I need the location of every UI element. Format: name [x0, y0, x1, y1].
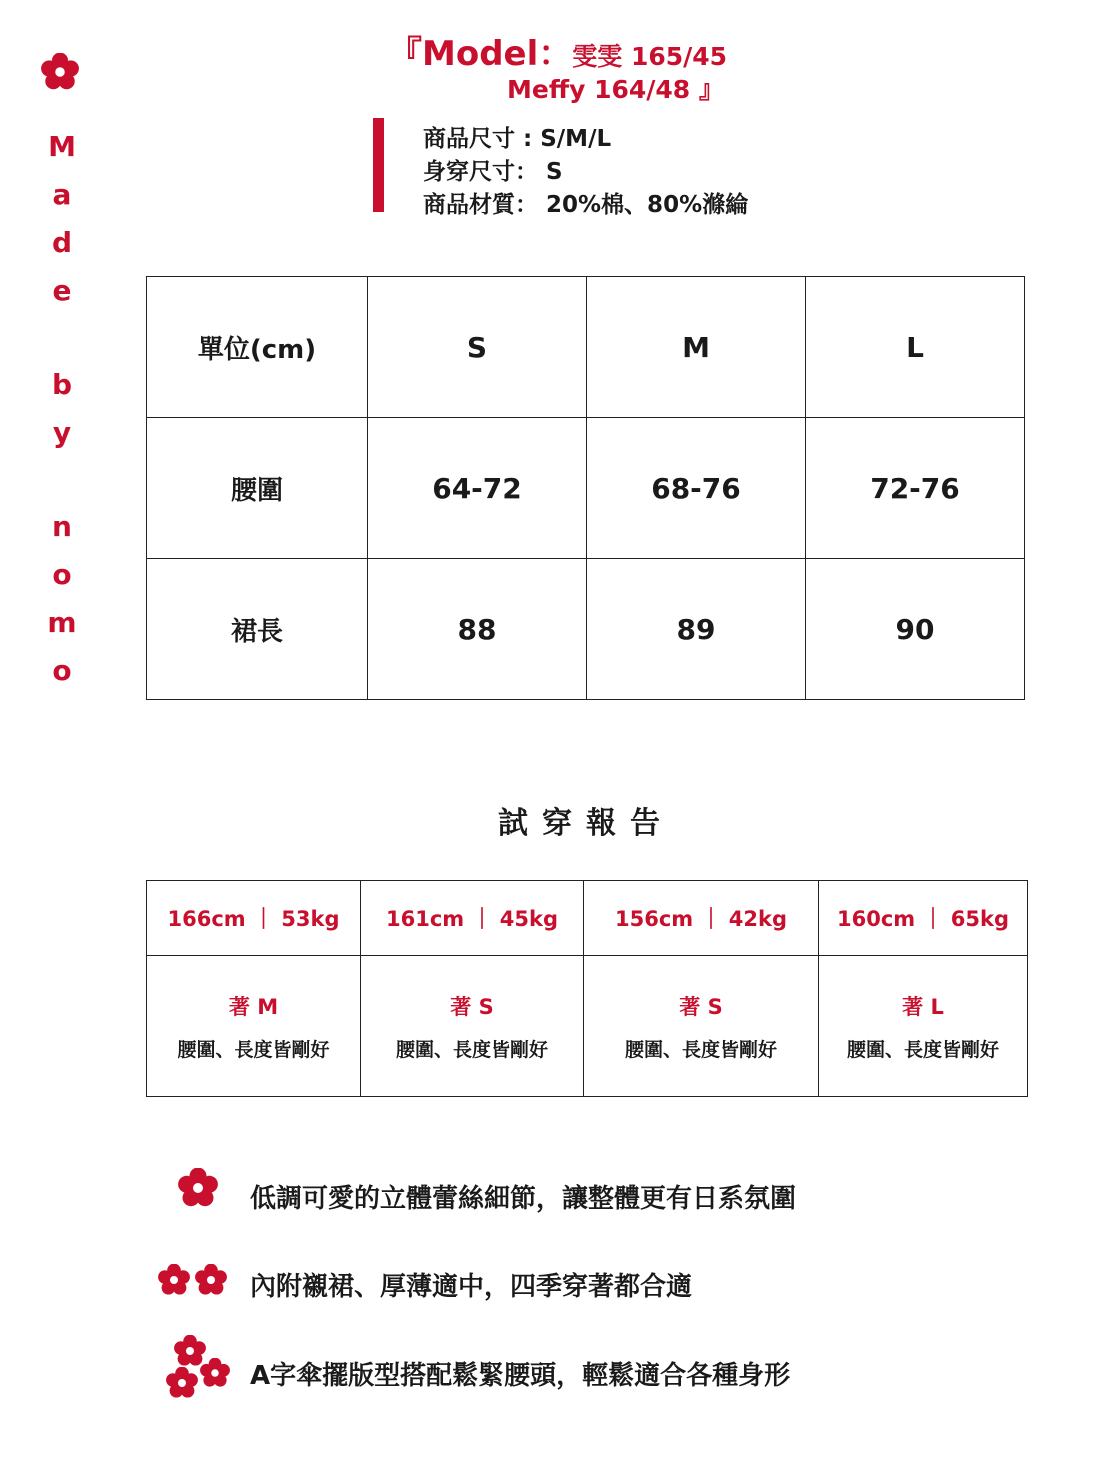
report-cell — [147, 956, 361, 1097]
waist-s: 64-72 — [368, 418, 587, 559]
table-row — [147, 956, 1028, 1097]
size-table — [146, 276, 1025, 700]
waist-l: 72-76 — [806, 418, 1025, 559]
brand-letter: e — [52, 274, 72, 307]
feature-item-2: 內附襯裙、厚薄適中，四季穿著都合適 — [250, 1272, 693, 1302]
brand-letter: n — [52, 510, 72, 543]
size-table-header — [147, 277, 1025, 418]
header-unit: 單位(cm) — [147, 277, 368, 418]
flower-logo-icon — [41, 53, 79, 91]
flower-bullet-icon — [195, 1264, 227, 1296]
table-row — [147, 559, 1025, 700]
report-stats: 166cm ｜ 53kg — [147, 881, 361, 956]
model-name-1: 雯雯 165/45 — [572, 42, 728, 71]
brand-letter: M — [48, 130, 76, 163]
length-l: 90 — [806, 559, 1025, 700]
brand-letter: d — [51, 226, 73, 259]
report-stats: 161cm ｜ 45kg — [361, 881, 584, 956]
header-l: L — [806, 277, 1025, 418]
flower-bullet-icon — [200, 1358, 230, 1388]
length-s: 88 — [368, 559, 587, 700]
report-cell — [584, 956, 819, 1097]
spec-worn-size: 身穿尺寸： S — [423, 159, 563, 185]
report-title: 試穿報告 — [498, 806, 674, 841]
report-cell — [819, 956, 1028, 1097]
report-stats: 156cm ｜ 42kg — [584, 881, 819, 956]
header-m: M — [587, 277, 806, 418]
flower-bullet-icon — [158, 1264, 190, 1296]
brand-letter: o — [52, 558, 72, 591]
report-note: 腰圍、長度皆剛好 — [177, 1038, 330, 1061]
header-s: S — [368, 277, 587, 418]
report-wear-size: 著 L — [902, 994, 944, 1019]
flower-bullet-icon — [178, 1168, 218, 1208]
report-wear-size: 著 S — [679, 994, 723, 1019]
report-note: 腰圍、長度皆剛好 — [624, 1038, 777, 1061]
feature-item-3: A字傘擺版型搭配鬆緊腰頭，輕鬆適合各種身形 — [250, 1361, 791, 1391]
row-label-length: 裙長 — [147, 559, 368, 700]
brand-letter: b — [51, 368, 73, 401]
table-row — [147, 881, 1028, 956]
brand-letter: y — [52, 416, 72, 449]
accent-bar — [373, 118, 384, 212]
feature-item-1: 低調可愛的立體蕾絲細節，讓整體更有日系氛圍 — [250, 1184, 797, 1214]
brand-letter: m — [47, 606, 77, 639]
waist-m: 68-76 — [587, 418, 806, 559]
spec-material: 商品材質： 20%棉、80%滌綸 — [423, 192, 749, 218]
report-stats: 160cm ｜ 65kg — [819, 881, 1028, 956]
table-row — [147, 418, 1025, 559]
model-line-2: Meffy 164/48 』 — [507, 75, 724, 104]
report-wear-size: 著 M — [228, 994, 279, 1019]
report-cell — [361, 956, 584, 1097]
report-note: 腰圍、長度皆剛好 — [846, 1038, 999, 1061]
fit-report-table — [146, 880, 1028, 1097]
brand-letter: o — [52, 654, 72, 687]
brand-letter: a — [52, 178, 72, 211]
spec-product-sizes: 商品尺寸 : S/M/L — [423, 126, 612, 152]
length-m: 89 — [587, 559, 806, 700]
report-note: 腰圍、長度皆剛好 — [395, 1038, 548, 1061]
report-wear-size: 著 S — [450, 994, 494, 1019]
row-label-waist: 腰圍 — [147, 418, 368, 559]
model-line-1 — [388, 26, 727, 75]
model-label: 『Model： — [388, 34, 573, 74]
flower-bullet-icon — [166, 1367, 198, 1399]
